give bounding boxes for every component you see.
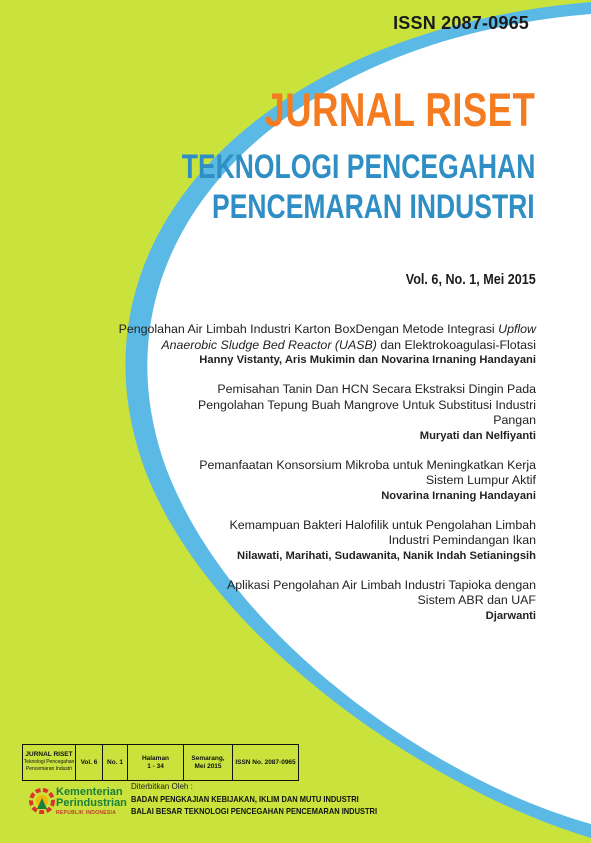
article-title-italic: Upflow Anaerobic Sludge Bed Reactor (UASB) — [161, 322, 536, 352]
article-item — [66, 578, 536, 624]
journal-title-line2: TEKNOLOGI PENCEGAHAN — [181, 148, 535, 186]
info-no: No. 1 — [107, 758, 123, 766]
article-item — [66, 322, 536, 368]
publisher-label: Diterbitkan Oleh : — [131, 782, 193, 791]
info-place: Semarang, — [191, 755, 225, 762]
logo-text-perindustrian: Perindustrian — [56, 797, 127, 809]
article-authors: Hanny Vistanty, Aris Mukimin dan Novarina Irnaning Handayani — [199, 354, 536, 366]
article-authors: Novarina Irnaning Handayani — [381, 489, 536, 502]
info-journal-sub: Pencemaran Industri — [25, 766, 73, 773]
logo-text-kementerian: Kementerian — [56, 786, 123, 798]
journal-title-line1: JURNAL RISET — [264, 83, 535, 136]
info-date-cell — [184, 745, 233, 780]
article-authors: Muryati dan Nelfiyanti — [419, 429, 536, 442]
article-authors: Nilawati, Marihati, Sudawanita, Nanik Indah Setianingsih — [236, 549, 536, 562]
info-journal-sub: Teknologi Pencegahan — [23, 758, 75, 765]
info-issn-cell — [233, 745, 298, 780]
info-pages-label: Halaman — [141, 755, 170, 762]
journal-info-box — [22, 744, 299, 781]
article-item — [66, 458, 536, 504]
article-title — [66, 322, 536, 353]
article-title: Pemanfaatan Konsorsium Mikroba untuk Meningkatkan Kerja Sistem Lumpur Aktif — [199, 457, 536, 487]
info-date: Mei 2015 — [194, 762, 222, 770]
logo-text-republik: REPUBLIK INDONESIA — [56, 810, 117, 816]
info-pages-value: 1 - 34 — [147, 762, 164, 770]
info-no-cell — [103, 745, 128, 780]
article-title: Pemisahan Tanin Dan HCN Secara Ekstraksi Dingin Pada Pengolahan Tepung Buah Mangrove Untuk Substitusi Industri Pangan — [198, 382, 536, 427]
article-list — [66, 322, 536, 638]
info-issn: ISSN No. 2087-0965 — [235, 758, 296, 766]
info-vol-cell — [76, 745, 103, 780]
info-journal: JURNAL RISET — [25, 751, 73, 759]
volume-issue: Vol. 6, No. 1, Mei 2015 — [405, 271, 536, 288]
article-title-part: dan Elektrokoagulasi-Flotasi — [376, 337, 536, 352]
article-item — [66, 518, 536, 564]
article-title: Aplikasi Pengolahan Air Limbah Industri Tapioka dengan Sistem ABR dan UAF — [226, 577, 536, 607]
article-authors: Djarwanti — [485, 609, 536, 622]
article-item — [66, 382, 536, 444]
info-pages-cell — [128, 745, 184, 780]
issn-header: ISSN 2087-0965 — [393, 13, 529, 33]
journal-title-line3: PENCEMARAN INDUSTRI — [212, 188, 535, 226]
article-title: Kemampuan Bakteri Halofilik untuk Pengolahan Limbah Industri Pemindangan Ikan — [229, 517, 536, 547]
info-journal-cell — [23, 745, 76, 780]
publisher-line2: BALAI BESAR TEKNOLOGI PENCEGAHAN PENCEMARAN INDUSTRI — [131, 806, 378, 816]
article-title-part: Pengolahan Air Limbah Industri Karton BoxDengan Metode Integrasi — [118, 322, 499, 336]
kemenperin-logo-icon — [28, 786, 56, 816]
publisher-line1: BADAN PENGKAJIAN KEBIJAKAN, IKLIM DAN MUTU INDUSTRI — [131, 794, 359, 804]
info-vol: Vol. 6 — [80, 758, 98, 766]
